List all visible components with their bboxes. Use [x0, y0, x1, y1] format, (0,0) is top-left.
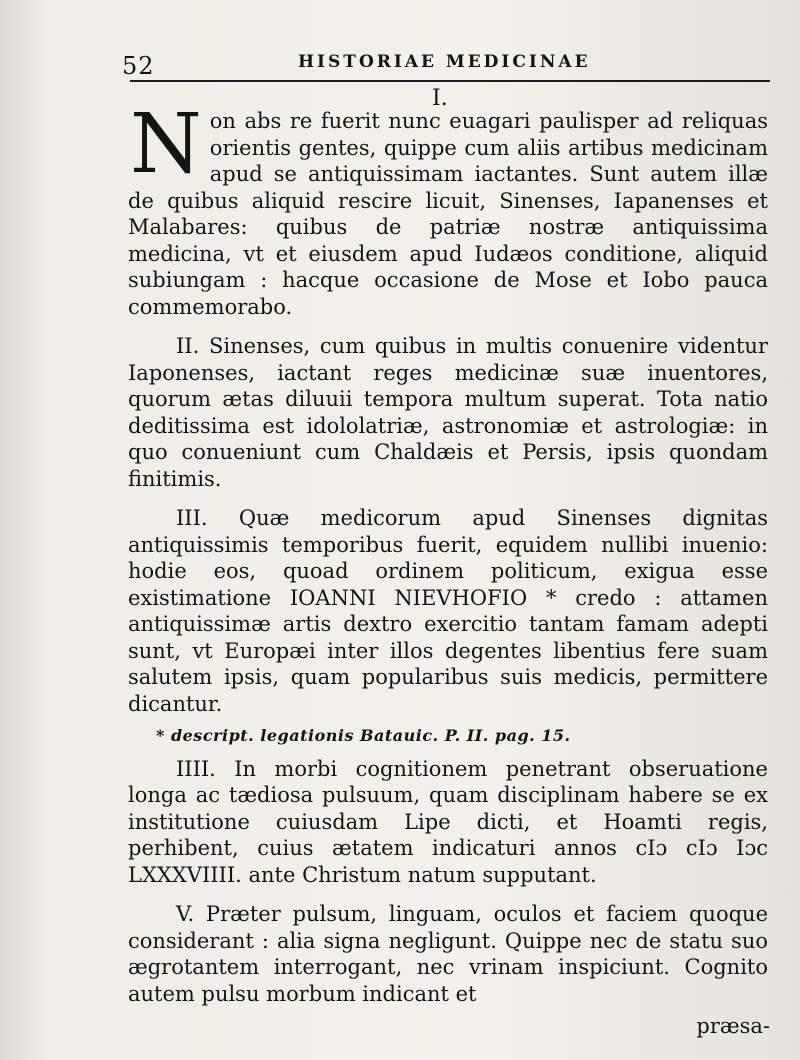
bleed-through-texture	[160, 1026, 680, 1050]
page-number: 52	[122, 52, 155, 80]
paragraph-1-text: on abs re fuerit nunc euagari paulisper ad reliquas orientis gentes, quippe cum aliis artibus medicinam apud se antiquissimam iactantes. Sunt autem illæ de quibus aliquid rescire licuit, Sinenses, Iapanenses et Malabares: quibus de patriæ nostræ antiquissima medicina, vt et eiusdem apud Iudæos conditione, aliquid subiungam : hacque occasione de Mose et Iobo pauca commemorabo.	[128, 109, 768, 319]
paragraph-1	[128, 97, 768, 320]
drop-cap: N	[130, 97, 202, 192]
paragraph-4: IIII. In morbi cognitionem penetrant obseruatione longa ac tædiosa pulsuum, quam disciplinam habere se ex institutione cuiusdam Lipe dicti, et Hoamti regis, perhibent, cuius ætatem indicaturi annos cIɔ cIɔ Iɔc LXXXVIIII. ante Christum natum supputant.	[128, 756, 768, 887]
header-rule	[130, 80, 770, 82]
running-title: HISTORIAE MEDICINAE	[298, 52, 591, 72]
catchword: præsa-	[696, 1014, 770, 1038]
paragraph-3: III. Quæ medicorum apud Sinenses dignitas antiquissimis temporibus fuerit, equidem nullibi inuenio: hodie eos, quoad ordinem politicum, exigua esse existimatione IOANNI NIEVHOFIO * credo : attamen antiquissimæ artis dextro exercitio tantam famam adepti sunt, vt Europæi inter illos degentes libentius fere suam salutem ipsis, quam popularibus suis medicis, permittere dicantur.	[128, 506, 768, 716]
page-header	[118, 48, 768, 88]
body-text	[128, 97, 768, 1007]
section-number: I.	[432, 86, 448, 111]
paragraph-2: II. Sinenses, cum quibus in multis conuenire videntur Iaponenses, iactant reges medicinæ suæ inuentores, quorum ætas diluuii tempora multum superat. Tota natio deditissima est idololatriæ, astronomiæ et astrologiæ: in quo conueniunt cum Chaldæis et Persis, ipsis quondam finitimis.	[128, 334, 768, 491]
footnote: * descript. legationis Batauic. P. II. pag. 15.	[156, 726, 571, 745]
paragraph-5: V. Præter pulsum, linguam, oculos et faciem quoque considerant : alia signa negligunt. Quippe nec de statu suo ægrotantem interrogant, nec vrinam inspiciunt. Cognito autem pulsu morbum indicant et	[128, 902, 768, 1006]
